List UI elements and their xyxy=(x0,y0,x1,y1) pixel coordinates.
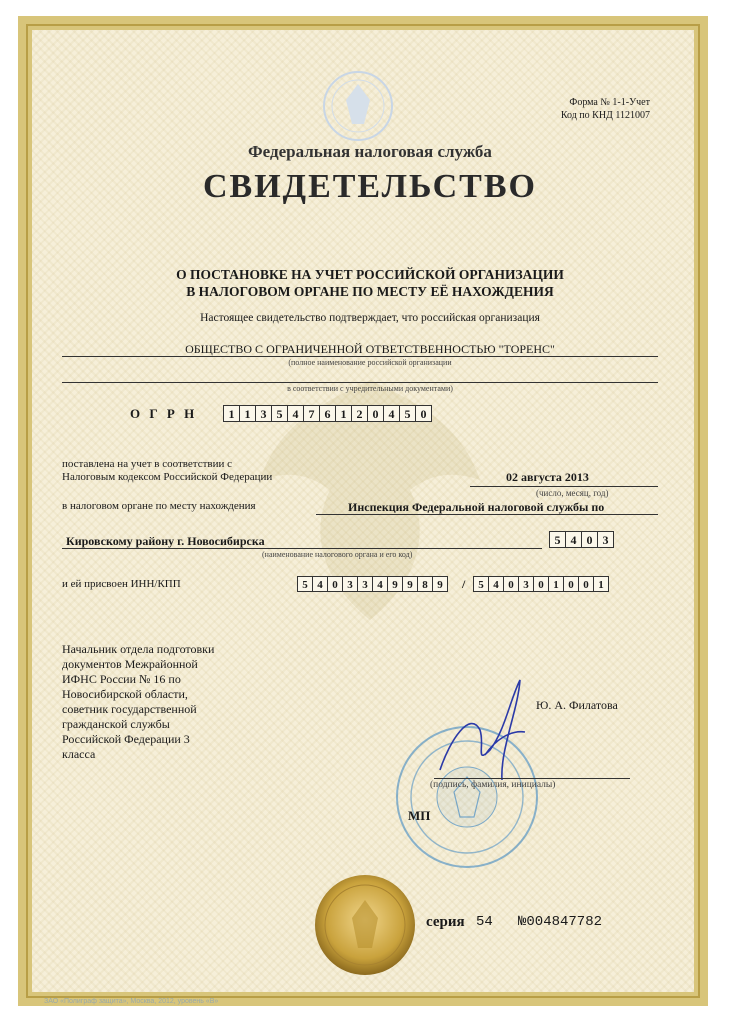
kpp-digit: 4 xyxy=(488,576,504,592)
kpp-digit: 1 xyxy=(593,576,609,592)
tax-org-underline-2 xyxy=(62,548,542,549)
certificate-number: №004847782 xyxy=(518,914,603,930)
taxcode-digit: 5 xyxy=(549,531,566,548)
ogrn-digit: 4 xyxy=(383,405,400,422)
ogrn-label: О Г Р Н xyxy=(130,406,198,421)
tax-org-line-1: Инспекция Федеральной налоговой службы по xyxy=(348,500,605,514)
ogrn-digit: 1 xyxy=(223,405,240,422)
form-code xyxy=(561,96,650,122)
agency-name: Федеральная налоговая служба xyxy=(248,142,492,161)
registered-text-1: поставлена на учет в соответствии с xyxy=(62,458,233,470)
taxcode-digit: 4 xyxy=(565,531,582,548)
tax-org-code-cells xyxy=(550,531,614,548)
inn-digit: 4 xyxy=(372,576,388,592)
ogrn-digit: 4 xyxy=(287,405,304,422)
series-label: серия xyxy=(426,914,465,930)
tax-org-underline-1 xyxy=(316,514,658,515)
date-caption: (число, месяц, год) xyxy=(536,488,609,498)
org-name-underline xyxy=(62,356,658,357)
ogrn-digit: 3 xyxy=(255,405,272,422)
mp-label: МП xyxy=(408,808,431,823)
inn-digit: 5 xyxy=(297,576,313,592)
inn-cells xyxy=(298,576,448,592)
document-subtitle xyxy=(30,266,710,300)
registration-date: 02 августа 2013 xyxy=(506,470,589,484)
knd-code: Код по КНД 1121007 xyxy=(560,110,650,121)
ogrn-digit: 2 xyxy=(351,405,368,422)
signer-name: Ю. А. Филатова xyxy=(536,698,618,712)
registered-text-2: Налоговым кодексом Российской Федерации xyxy=(62,471,273,483)
emblem-icon xyxy=(318,66,398,146)
kpp-cells xyxy=(474,576,609,592)
subtitle-line-1: О ПОСТАНОВКЕ НА УЧЕТ РОССИЙСКОЙ ОРГАНИЗАЦИИ xyxy=(176,267,564,282)
signer-line: ИФНС России № 16 по xyxy=(62,672,181,686)
signer-line: Новосибирской области, xyxy=(62,687,188,701)
signature-underline xyxy=(434,778,630,779)
tax-org-label: в налоговом органе по месту нахождения xyxy=(62,500,256,512)
kpp-digit: 0 xyxy=(533,576,549,592)
ogrn-digit: 6 xyxy=(319,405,336,422)
date-underline xyxy=(470,486,658,487)
inn-digit: 4 xyxy=(312,576,328,592)
signer-line: советник государственной xyxy=(62,702,197,716)
inn-digit: 3 xyxy=(357,576,373,592)
org-name: ОБЩЕСТВО С ОГРАНИЧЕННОЙ ОТВЕТСТВЕННОСТЬЮ "ТОРЕНС" xyxy=(185,342,555,356)
inn-label: и ей присвоен ИНН/КПП xyxy=(62,578,181,590)
tax-org-line-2: Кировскому району г. Новосибирска xyxy=(66,534,265,548)
kpp-digit: 0 xyxy=(578,576,594,592)
ogrn-digit: 1 xyxy=(239,405,256,422)
ogrn-cells xyxy=(224,405,432,422)
kpp-digit: 3 xyxy=(518,576,534,592)
signer-line: Начальник отдела подготовки xyxy=(62,642,215,656)
ogrn-digit: 5 xyxy=(399,405,416,422)
tax-org-caption: (наименование налогового органа и его код) xyxy=(262,550,413,559)
kpp-digit: 1 xyxy=(548,576,564,592)
ogrn-digit: 5 xyxy=(271,405,288,422)
registered-text xyxy=(62,458,272,484)
form-number: Форма № 1-1-Учет xyxy=(569,97,650,108)
kpp-digit: 0 xyxy=(503,576,519,592)
inn-digit: 9 xyxy=(387,576,403,592)
signer-line: класса xyxy=(62,747,96,761)
gold-seal-icon xyxy=(310,870,420,980)
signer-line: документов Межрайонной xyxy=(62,657,198,671)
printer-footer: ЗАО «Полиграф защита», Москва, 2012, уровень «В» xyxy=(44,998,219,1005)
signature-caption: (подпись, фамилия, инициалы) xyxy=(430,780,556,790)
taxcode-digit: 0 xyxy=(581,531,598,548)
inn-digit: 3 xyxy=(342,576,358,592)
subtitle-line-2: В НАЛОГОВОМ ОРГАНЕ ПО МЕСТУ ЕЁ НАХОЖДЕНИЯ xyxy=(186,284,554,299)
inn-digit: 9 xyxy=(402,576,418,592)
document-title: СВИДЕТЕЛЬСТВО xyxy=(203,168,537,205)
inn-digit: 9 xyxy=(432,576,448,592)
ogrn-digit: 7 xyxy=(303,405,320,422)
inn-digit: 0 xyxy=(327,576,343,592)
series-value: 54 xyxy=(476,914,493,930)
kpp-digit: 0 xyxy=(563,576,579,592)
ogrn-digit: 0 xyxy=(367,405,384,422)
confirm-text: Настоящее свидетельство подтверждает, что российская организация xyxy=(200,312,540,324)
ogrn-digit: 1 xyxy=(335,405,352,422)
signer-line: Российской Федерации 3 xyxy=(62,732,190,746)
signature-icon xyxy=(430,670,550,790)
org-name-caption-2: в соответствии с учредительными документами) xyxy=(287,384,453,393)
inn-kpp-slash: / xyxy=(462,577,466,591)
org-name-caption: (полное наименование российской организации xyxy=(288,358,452,367)
signer-line: гражданской службы xyxy=(62,717,170,731)
ogrn-digit: 0 xyxy=(415,405,432,422)
org-name-underline-2 xyxy=(62,382,658,383)
certificate-body xyxy=(30,30,710,1005)
taxcode-digit: 3 xyxy=(597,531,614,548)
kpp-digit: 5 xyxy=(473,576,489,592)
inn-digit: 8 xyxy=(417,576,433,592)
signer-position xyxy=(62,642,214,762)
